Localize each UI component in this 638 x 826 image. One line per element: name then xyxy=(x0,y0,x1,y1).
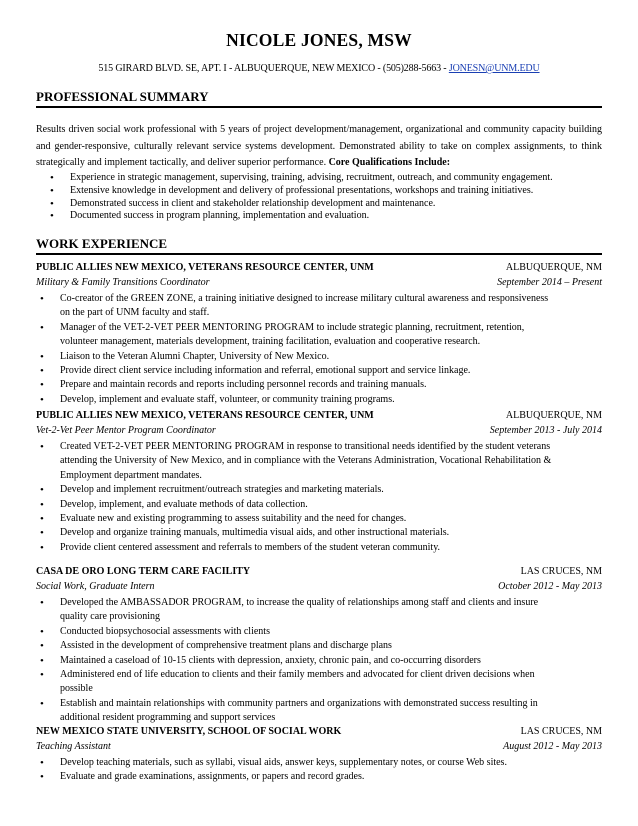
job-location: LAS CRUCES, NM xyxy=(520,566,602,577)
list-item: • Manager of the VET-2-VET PEER MENTORING PROGRAM to include strategic planning, recruitment, retention, volunteer management, materials development, training facilitation, evaluation and cooperative research. xyxy=(60,321,602,350)
job-role: Military & Family Transitions Coordinator xyxy=(36,277,210,288)
list-item: • Establish and maintain relationships with community partners and organizations with demonstrated success resulting in additional resident programming and support services xyxy=(60,697,602,726)
contact-line xyxy=(36,63,602,74)
section-title-summary: PROFESSIONAL SUMMARY xyxy=(36,89,209,104)
list-item: • Administered end of life education to clients and their family members and advocated for client driven decisions when possible xyxy=(60,668,602,697)
list-item: • Develop, implement, and evaluate methods of data collection. xyxy=(60,498,602,512)
list-item: • Conducted biopsychosocial assessments with clients xyxy=(60,625,602,639)
job-dates: October 2012 - May 2013 xyxy=(498,581,602,592)
job-organization: NEW MEXICO STATE UNIVERSITY, SCHOOL OF SOCIAL WORK xyxy=(36,726,342,737)
job-duties-list xyxy=(60,292,602,407)
section-divider xyxy=(36,253,602,255)
list-item: • Evaluate and grade examinations, assignments, or papers and record grades. xyxy=(60,770,602,784)
list-item: • Develop and implement recruitment/outreach strategies and marketing materials. xyxy=(60,483,602,497)
job-duties-list xyxy=(60,596,602,726)
summary-text: Results driven social work professional with 5 years of project development/management, organizational and community capacity building and gender-responsive, culturally relevant service systems development. Demonstrated ability to take on complex assignments, to think strategically and implement tactically, and deliver superior performance. xyxy=(36,124,602,168)
contact-info: 515 GIRARD BLVD. SE, APT. I - ALBUQUERQUE, NEW MEXICO - (505)288-5663 - xyxy=(98,63,449,74)
job-role: Vet-2-Vet Peer Mentor Program Coordinator xyxy=(36,425,216,436)
section-divider xyxy=(36,106,602,108)
list-item: • Developed the AMBASSADOR PROGRAM, to increase the quality of relationships among staff and clients and insure quality care provisioning xyxy=(60,596,602,625)
job-dates: September 2013 - July 2014 xyxy=(489,425,602,436)
job-organization: CASA DE ORO LONG TERM CARE FACILITY xyxy=(36,566,251,577)
list-item: • Assisted in the development of comprehensive treatment plans and discharge plans xyxy=(60,639,602,653)
core-qualifications-label: Core Qualifications Include: xyxy=(328,157,451,168)
job-organization: PUBLIC ALLIES NEW MEXICO, VETERANS RESOURCE CENTER, UNM xyxy=(36,410,374,421)
list-item: • Evaluate new and existing programming to assess suitability and the need for changes. xyxy=(60,512,602,526)
job-location: LAS CRUCES, NM xyxy=(520,726,602,737)
job-duties-list xyxy=(60,756,602,785)
list-item: • Prepare and maintain records and reports including personnel records and training manuals. xyxy=(60,378,602,392)
list-item: • Maintained a caseload of 10-15 clients with depression, anxiety, chronic pain, and co-occurring disorders xyxy=(60,654,602,668)
list-item: • Demonstrated success in client and stakeholder relationship development and maintenance. xyxy=(70,198,600,211)
resume-name: NICOLE JONES, MSW xyxy=(226,30,412,50)
summary-paragraph xyxy=(36,122,602,172)
list-item: • Documented success in program planning, implementation and evaluation. xyxy=(70,210,600,223)
job-role: Teaching Assistant xyxy=(36,741,111,752)
list-item: • Develop teaching materials, such as syllabi, visual aids, answer keys, supplementary notes, or course Web sites. xyxy=(60,756,602,770)
list-item: • Provide client centered assessment and referrals to members of the student veteran community. xyxy=(60,541,602,555)
list-item: • Co-creator of the GREEN ZONE, a training initiative designed to increase military cultural awareness and responsiveness on the part of UNM faculty and staff. xyxy=(60,292,602,321)
list-item: • Liaison to the Veteran Alumni Chapter, University of New Mexico. xyxy=(60,350,602,364)
list-item: • Provide direct client service including information and referral, emotional support and service linkage. xyxy=(60,364,602,378)
list-item: • Develop, implement and evaluate staff, volunteer, or community training programs. xyxy=(60,393,602,407)
job-duties-list xyxy=(60,440,602,555)
core-qualifications-list xyxy=(70,172,600,223)
list-item: • Experience in strategic management, supervising, training, advising, recruitment, outreach, and community engagement. xyxy=(70,172,600,185)
section-title-experience: WORK EXPERIENCE xyxy=(36,236,168,251)
list-item: • Created VET-2-VET PEER MENTORING PROGRAM in response to transitional needs identified by the student veterans attending the University of New Mexico, and in compliance with the Veterans Administration, Vocational Rehabilitation & Employment department mandates. xyxy=(60,440,602,483)
list-item: • Extensive knowledge in development and delivery of professional presentations, workshops and training initiatives. xyxy=(70,185,600,198)
job-role: Social Work, Graduate Intern xyxy=(36,581,155,592)
job-location: ALBUQUERQUE, NM xyxy=(505,410,602,421)
email-link[interactable]: JONESN@UNM.EDU xyxy=(448,63,540,74)
job-organization: PUBLIC ALLIES NEW MEXICO, VETERANS RESOURCE CENTER, UNM xyxy=(36,262,374,273)
job-dates: September 2014 – Present xyxy=(497,277,602,288)
job-dates: August 2012 - May 2013 xyxy=(503,741,602,752)
job-location: ALBUQUERQUE, NM xyxy=(505,262,602,273)
list-item: • Develop and organize training manuals, multimedia visual aids, and other instructional materials. xyxy=(60,526,602,540)
